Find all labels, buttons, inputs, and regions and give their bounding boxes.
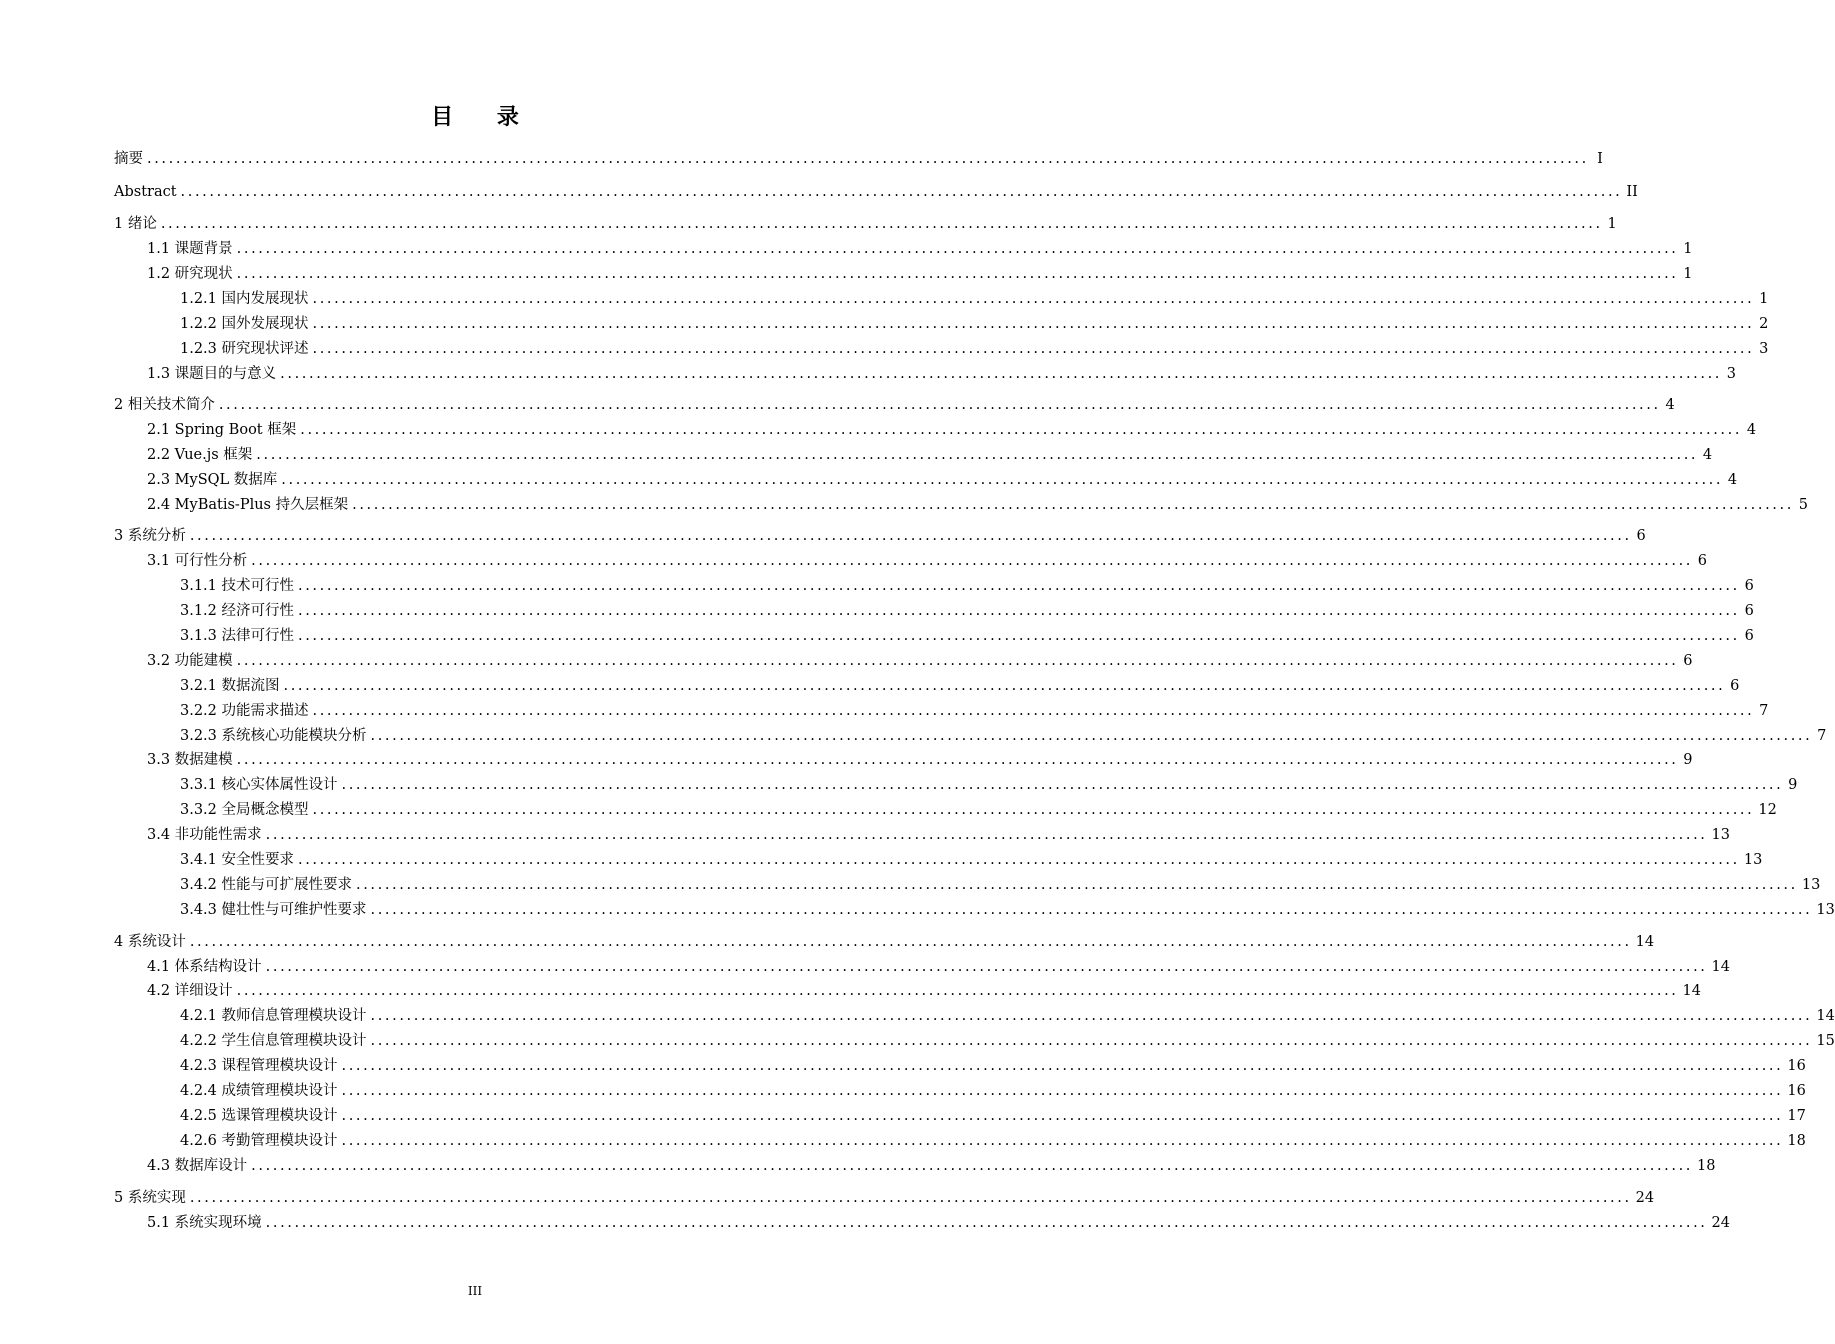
toc-entry[interactable]	[180, 627, 1754, 645]
toc-entry[interactable]	[147, 826, 1730, 844]
toc-leader-dots: ........................................................................................................................................................................................................	[370, 1033, 1813, 1049]
toc-entry-page: 5	[1798, 497, 1808, 513]
toc-entry-page: 1	[1759, 291, 1769, 307]
toc-entry[interactable]	[180, 290, 1769, 308]
toc-leader-dots: ........................................................................................................................................................................................................	[281, 472, 1724, 488]
toc-leader-dots: ........................................................................................................................................................................................................	[283, 678, 1726, 694]
toc-entry[interactable]	[180, 315, 1769, 333]
toc-leader-dots: ........................................................................................................................................................................................................	[341, 1083, 1784, 1099]
toc-leader-dots: ........................................................................................................................................................................................................	[189, 1190, 1632, 1206]
toc-entry-title: 1.1 课题背景	[147, 241, 233, 257]
toc-entry-title: 1.2.2 国外发展现状	[180, 316, 309, 332]
toc-entry[interactable]	[147, 982, 1701, 1000]
toc-entry-page: 4	[1665, 397, 1675, 413]
toc-entry[interactable]	[147, 446, 1713, 464]
toc-entry[interactable]	[180, 702, 1769, 720]
toc-entry-title: 3.4.2 性能与可扩展性要求	[180, 877, 353, 893]
toc-leader-dots: ........................................................................................................................................................................................................	[265, 1215, 1708, 1231]
toc-entry-page: 12	[1758, 802, 1777, 818]
toc-entry-page: 4	[1702, 447, 1713, 463]
toc-entry-page: 6	[1697, 553, 1707, 569]
toc-entry-title: 3.3.1 核心实体属性设计	[180, 777, 338, 793]
toc-entry[interactable]	[180, 1082, 1806, 1100]
toc-entry[interactable]	[114, 150, 1603, 168]
toc-entry[interactable]	[147, 552, 1707, 570]
toc-entry-title: Abstract	[114, 184, 177, 200]
toc-entry-title: 2.4 MyBatis-Plus 持久层框架	[147, 497, 349, 513]
toc-leader-dots: ........................................................................................................................................................................................................	[341, 1058, 1784, 1074]
toc-leader-dots: ........................................................................................................................................................................................................	[265, 959, 1708, 975]
toc-entry[interactable]	[180, 340, 1769, 358]
toc-entry[interactable]	[147, 496, 1808, 514]
toc-entry-title: 3.2 功能建模	[147, 653, 233, 669]
toc-entry-title: 4.2.4 成绩管理模块设计	[180, 1083, 338, 1099]
toc-entry-page: 6	[1636, 528, 1646, 544]
toc-entry[interactable]	[180, 1007, 1835, 1025]
toc-entry-title: 3.1.3 法律可行性	[180, 628, 295, 644]
toc-entry-title: 3.1.1 技术可行性	[180, 578, 295, 594]
toc-entry-title: 4.1 体系结构设计	[147, 959, 262, 975]
toc-entry-title: 4.2.5 选课管理模块设计	[180, 1108, 338, 1124]
toc-leader-dots: ........................................................................................................................................................................................................	[370, 1008, 1813, 1024]
toc-entry-page: 6	[1744, 628, 1754, 644]
toc-entry-page: 15	[1816, 1033, 1835, 1049]
toc-entry-page: 18	[1697, 1158, 1716, 1174]
toc-leader-dots: ........................................................................................................................................................................................................	[256, 447, 1699, 463]
toc-entry-title: 3.1 可行性分析	[147, 553, 248, 569]
toc-entry[interactable]	[180, 801, 1777, 819]
toc-entry-page: 14	[1682, 983, 1701, 999]
toc-entry-page: 9	[1683, 752, 1693, 768]
toc-entry-title: 3 系统分析	[114, 528, 186, 544]
toc-entry-title: 2.2 Vue.js 框架	[147, 447, 253, 463]
toc-entry-page: 6	[1683, 653, 1693, 669]
toc-entry-title: 1.2.3 研究现状评述	[180, 341, 309, 357]
toc-entry[interactable]	[114, 1189, 1655, 1207]
toc-entry[interactable]	[180, 876, 1821, 894]
toc-entry-page: 16	[1787, 1058, 1806, 1074]
toc-entry[interactable]	[147, 265, 1693, 283]
toc-leader-dots: ........................................................................................................................................................................................................	[341, 1108, 1784, 1124]
toc-leader-dots: ........................................................................................................................................................................................................	[312, 703, 1755, 719]
toc-entry-page: 13	[1801, 877, 1821, 893]
toc-leader-dots: ........................................................................................................................................................................................................	[352, 497, 1794, 513]
toc-leader-dots: ........................................................................................................................................................................................................	[236, 653, 1679, 669]
toc-leader-dots: ........................................................................................................................................................................................................	[298, 578, 1740, 594]
toc-leader-dots: ........................................................................................................................................................................................................	[298, 852, 1740, 868]
toc-entry[interactable]	[114, 183, 1638, 201]
toc-entry[interactable]	[114, 215, 1617, 233]
toc-entry-page: 9	[1788, 777, 1798, 793]
toc-leader-dots: ........................................................................................................................................................................................................	[180, 184, 1623, 200]
toc-entry-title: 3.3 数据建模	[147, 752, 233, 768]
toc-leader-dots: ........................................................................................................................................................................................................	[312, 341, 1755, 357]
toc-entry[interactable]	[114, 396, 1675, 414]
toc-entry[interactable]	[180, 577, 1754, 595]
toc-entry-page: 14	[1816, 1008, 1835, 1024]
toc-entry-title: 5 系统实现	[114, 1190, 186, 1206]
toc-leader-dots: ........................................................................................................................................................................................................	[356, 877, 1798, 893]
toc-entry[interactable]	[180, 727, 1827, 745]
toc-entry-page: 24	[1711, 1215, 1730, 1231]
toc-entry-title: 3.1.2 经济可行性	[180, 603, 295, 619]
toc-leader-dots: ........................................................................................................................................................................................................	[298, 628, 1740, 644]
toc-entry-title: 4.3 数据库设计	[147, 1158, 248, 1174]
toc-entry-title: 摘要	[114, 151, 143, 167]
toc-entry-title: 4.2.6 考勤管理模块设计	[180, 1133, 338, 1149]
toc-entry[interactable]	[180, 851, 1763, 869]
toc-entry-page: I	[1597, 151, 1603, 167]
toc-entry-title: 3.2.3 系统核心功能模块分析	[180, 728, 367, 744]
toc-entry-page: 4	[1727, 472, 1738, 488]
toc-entry-page: 7	[1817, 728, 1827, 744]
toc-leader-dots: ........................................................................................................................................................................................................	[251, 553, 1693, 569]
toc-entry-title: 3.4 非功能性需求	[147, 827, 262, 843]
toc-entry-title: 1.2 研究现状	[147, 266, 233, 282]
toc-leader-dots: ........................................................................................................................................................................................................	[312, 291, 1755, 307]
toc-entry-page: 3	[1759, 341, 1769, 357]
toc-entry[interactable]	[147, 471, 1738, 489]
toc-entry-title: 2.3 MySQL 数据库	[147, 472, 278, 488]
toc-entry[interactable]	[180, 1107, 1806, 1125]
toc-entry-page: 1	[1683, 266, 1693, 282]
toc-entry-title: 4.2.2 学生信息管理模块设计	[180, 1033, 367, 1049]
toc-entry-page: 17	[1787, 1108, 1806, 1124]
toc-entry-title: 4.2.1 教师信息管理模块设计	[180, 1008, 367, 1024]
toc-entry-title: 1.3 课题目的与意义	[147, 366, 277, 382]
toc-leader-dots: ........................................................................................................................................................................................................	[251, 1158, 1693, 1174]
toc-leader-dots: ........................................................................................................................................................................................................	[312, 316, 1755, 332]
toc-leader-dots: ........................................................................................................................................................................................................	[341, 1133, 1784, 1149]
toc-entry-title: 3.3.2 全局概念模型	[180, 802, 309, 818]
toc-leader-dots: ........................................................................................................................................................................................................	[236, 752, 1679, 768]
toc-entry[interactable]	[147, 1214, 1730, 1232]
toc-entry[interactable]	[180, 1132, 1806, 1150]
toc-entry-page: 24	[1635, 1190, 1655, 1206]
toc-entry-title: 4.2.3 课程管理模块设计	[180, 1058, 338, 1074]
toc-entry[interactable]	[114, 527, 1646, 545]
toc-entry[interactable]	[147, 421, 1757, 439]
toc-entry-title: 4 系统设计	[114, 934, 186, 950]
toc-leader-dots: ........................................................................................................................................................................................................	[236, 983, 1679, 999]
toc-entry-page: 14	[1711, 959, 1730, 975]
page-title: 目 录	[431, 105, 537, 130]
toc-entry-page: 6	[1744, 578, 1754, 594]
toc-leader-dots: ........................................................................................................................................................................................................	[280, 366, 1722, 382]
toc-leader-dots: ........................................................................................................................................................................................................	[218, 397, 1661, 413]
toc-entry-title: 2 相关技术简介	[114, 397, 215, 413]
toc-entry[interactable]	[180, 677, 1740, 695]
toc-entry[interactable]	[180, 602, 1754, 620]
toc-entry-page: 3	[1726, 366, 1736, 382]
toc-leader-dots: ........................................................................................................................................................................................................	[189, 934, 1632, 950]
toc-entry-page: 6	[1744, 603, 1754, 619]
toc-entry-page: 6	[1730, 678, 1740, 694]
toc-leader-dots: ........................................................................................................................................................................................................	[160, 216, 1603, 232]
toc-entry-page: 4	[1746, 422, 1757, 438]
toc-entry[interactable]	[147, 751, 1693, 769]
toc-leader-dots: ........................................................................................................................................................................................................	[147, 151, 1589, 167]
toc-leader-dots: ........................................................................................................................................................................................................	[370, 728, 1813, 744]
toc-entry[interactable]	[147, 240, 1693, 258]
toc-entry-page: 1	[1607, 216, 1617, 232]
toc-entry-page: 1	[1683, 241, 1693, 257]
toc-entry-page: II	[1626, 184, 1638, 200]
toc-leader-dots: ........................................................................................................................................................................................................	[189, 528, 1632, 544]
toc-entry-page: 13	[1816, 902, 1835, 918]
toc-leader-dots: ........................................................................................................................................................................................................	[236, 266, 1679, 282]
toc-entry-page: 2	[1759, 316, 1769, 332]
toc-entry-title: 4.2 详细设计	[147, 983, 233, 999]
toc-entry-page: 13	[1711, 827, 1730, 843]
toc-entry-title: 5.1 系统实现环境	[147, 1215, 262, 1231]
toc-entry-title: 3.2.1 数据流图	[180, 678, 280, 694]
toc-entry-title: 3.4.1 安全性要求	[180, 852, 295, 868]
toc-leader-dots: ........................................................................................................................................................................................................	[370, 902, 1813, 918]
toc-entry-page: 7	[1759, 703, 1769, 719]
page-number-footer: III	[467, 1284, 483, 1298]
toc-entry[interactable]	[180, 901, 1835, 919]
toc-leader-dots: ........................................................................................................................................................................................................	[298, 603, 1740, 619]
toc-leader-dots: ........................................................................................................................................................................................................	[341, 777, 1784, 793]
toc-entry-page: 18	[1787, 1133, 1806, 1149]
toc-entry[interactable]	[147, 958, 1730, 976]
toc-leader-dots: ........................................................................................................................................................................................................	[312, 802, 1755, 818]
toc-entry[interactable]	[180, 1057, 1806, 1075]
toc-leader-dots: ........................................................................................................................................................................................................	[265, 827, 1708, 843]
toc-entry[interactable]	[180, 776, 1798, 794]
toc-entry-title: 3.2.2 功能需求描述	[180, 703, 309, 719]
toc-entry[interactable]	[114, 933, 1655, 951]
toc-entry-title: 1.2.1 国内发展现状	[180, 291, 309, 307]
toc-entry-page: 13	[1743, 852, 1763, 868]
toc-leader-dots: ........................................................................................................................................................................................................	[236, 241, 1679, 257]
toc-entry[interactable]	[147, 365, 1736, 383]
toc-entry-title: 2.1 Spring Boot 框架	[147, 422, 297, 438]
toc-leader-dots: ........................................................................................................................................................................................................	[300, 422, 1743, 438]
toc-entry-page: 16	[1787, 1083, 1806, 1099]
toc-entry-title: 1 绪论	[114, 216, 157, 232]
toc-entry-title: 3.4.3 健壮性与可维护性要求	[180, 902, 367, 918]
toc-entry-page: 14	[1635, 934, 1655, 950]
toc-entry[interactable]	[180, 1032, 1835, 1050]
toc-entry[interactable]	[147, 652, 1693, 670]
toc-entry[interactable]	[147, 1157, 1716, 1175]
